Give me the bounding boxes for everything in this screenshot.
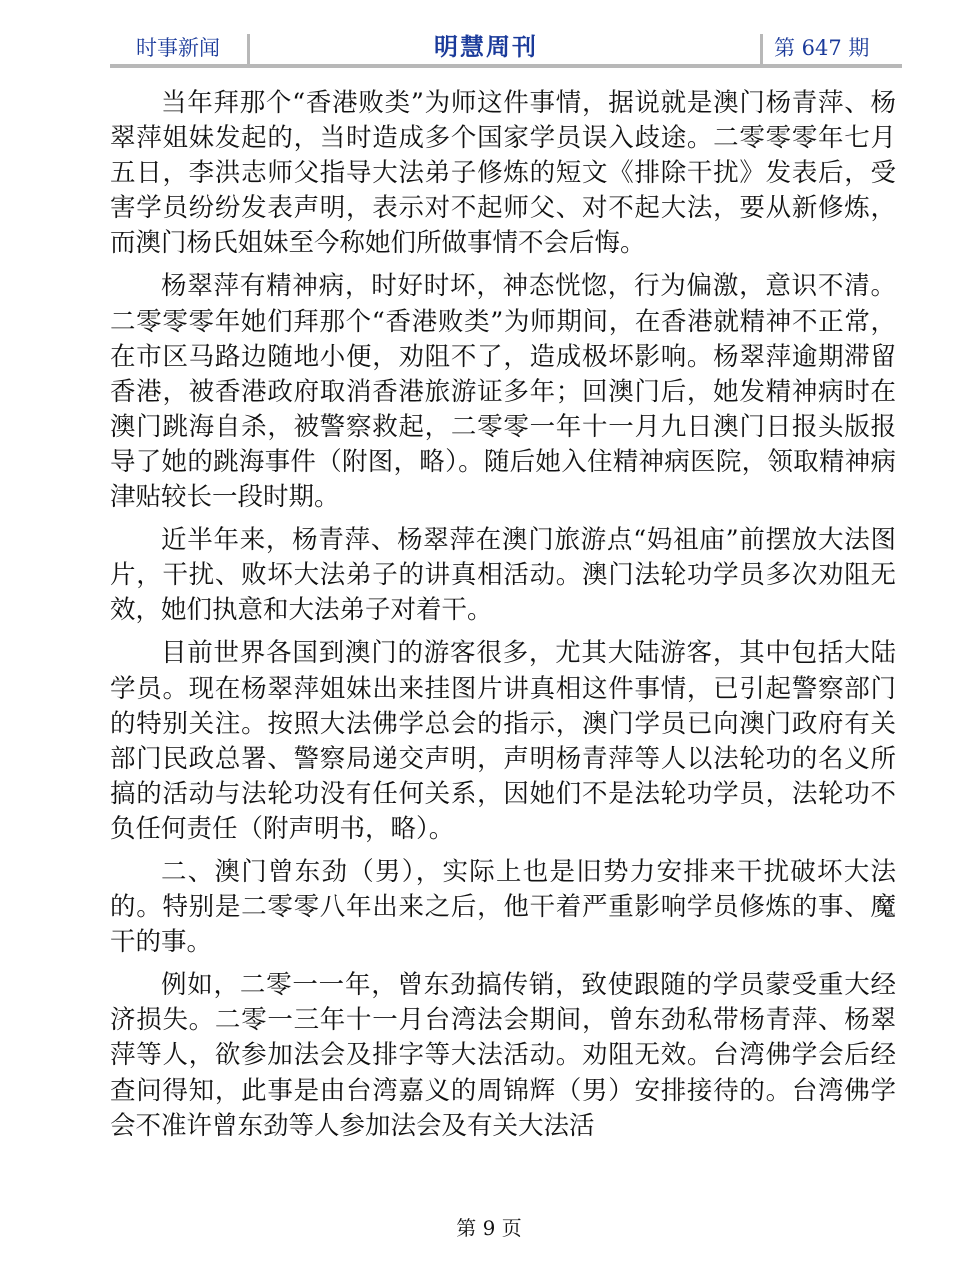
paragraph: 当年拜那个“香港败类”为师这件事情，据说就是澳门杨青萍、杨翠萍姐妹发起的，当时造成多个国家学员误入歧途。二零零零年七月五日，李洪志师父指导大法弟子修炼的短文《排除干扰》发表后，受害学员纷纷发表声明，表示对不起师父、对不起大法，要从新修炼，而澳门杨氏姐妹至今称她们所做事情不会后悔。 (110, 88, 896, 259)
header-divider (760, 34, 763, 64)
paragraph: 杨翠萍有精神病，时好时坏，神态恍惚，行为偏激，意识不清。二零零零年她们拜那个“香港败类”为师期间，在香港就精神不正常，在市区马路边随地小便，劝阻不了，造成极坏影响。杨翠萍逾期滞留香港，被香港政府取消香港旅游证多年；回澳门后，她发精神病时在澳门跳海自杀，被警察救起，二零零一年十一月九日澳门日报头版报导了她的跳海事件（附图，略）。随后她入住精神病医院，领取精神病津贴较长一段时期。 (110, 271, 896, 513)
page-header (110, 26, 900, 66)
publication-title: 明慧周刊 (434, 33, 538, 61)
header-divider (247, 34, 250, 64)
page-number: 第 9 页 (456, 1216, 522, 1240)
paragraph: 目前世界各国到澳门的游客很多，尤其大陆游客，其中包括大陆学员。现在杨翠萍姐妹出来挂图片讲真相这件事情，已引起警察部门的特别关注。按照大法佛学总会的指示，澳门学员已向澳门政府有关部门民政总署、警察局递交声明，声明杨青萍等人以法轮功的名义所搞的活动与法轮功没有任何关系，因她们不是法轮功学员，法轮功不负任何责任（附声明书，略）。 (110, 638, 896, 844)
article-body (110, 86, 896, 1152)
section-title: 时事新闻 (136, 36, 220, 60)
header-rule (110, 64, 902, 68)
paragraph: 近半年来，杨青萍、杨翠萍在澳门旅游点“妈祖庙”前摆放大法图片，干扰、败坏大法弟子的讲真相活动。澳门法轮功学员多次劝阻无效，她们执意和大法弟子对着干。 (110, 525, 896, 626)
paragraph: 例如，二零一一年，曾东劲搞传销，致使跟随的学员蒙受重大经济损失。二零一三年十一月台湾法会期间，曾东劲私带杨青萍、杨翠萍等人，欲参加法会及排字等大法活动。劝阻无效。台湾佛学会后经查问得知，此事是由台湾嘉义的周锦辉（男）安排接待的。台湾佛学会不准许曾东劲等人参加法会及有关大法活 (110, 970, 896, 1141)
paragraph: 二、澳门曾东劲（男），实际上也是旧势力安排来干扰破坏大法的。特别是二零零八年出来之后，他干着严重影响学员修炼的事、魔干的事。 (110, 856, 896, 958)
issue-number: 第 647 期 (774, 36, 870, 60)
